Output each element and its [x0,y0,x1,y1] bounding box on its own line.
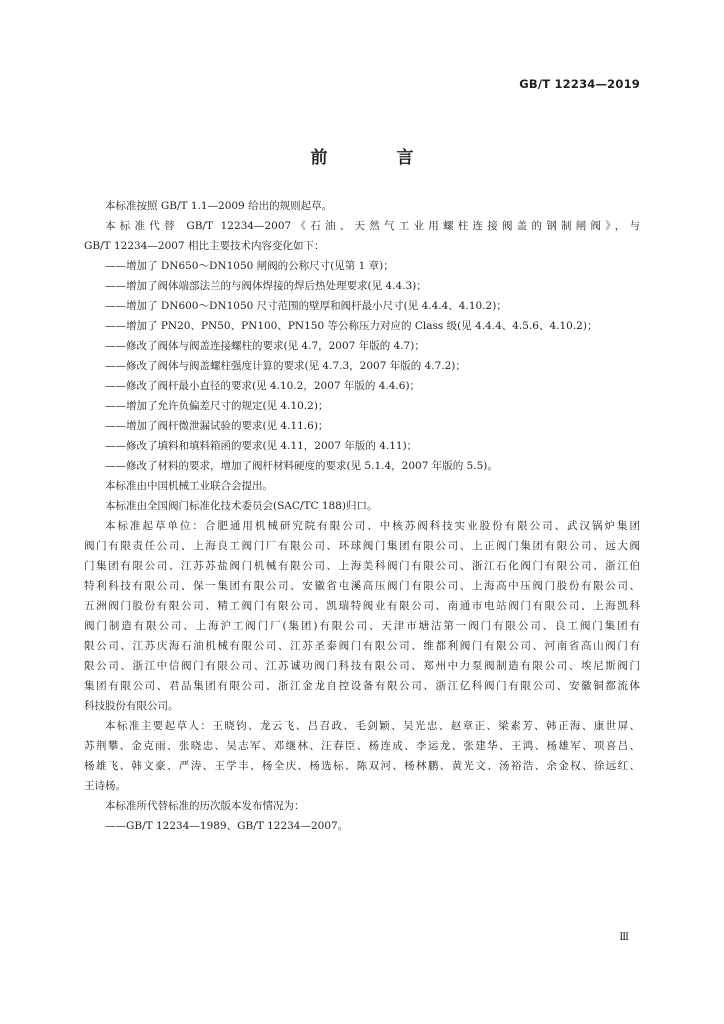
drafting-units-line: 五洲阀门股份有限公司、精工阀门有限公司、凯瑞特阀业有限公司、南通市电站阀门有限公司、上海凯科 [84,600,640,612]
drafting-units-line: 门集团有限公司、江苏苏盐阀门机械有限公司、上海美科阀门有限公司、浙江石化阀门有限公司、浙江伯 [84,560,640,572]
drafting-units-line: 集团有限公司、君品集团有限公司、浙江金龙自控设备有限公司、浙江亿科阀门有限公司、安徽铜都流体 [84,680,640,692]
drafters-line: 杨雄飞、韩文豪、严涛、王学丰、杨全庆、杨选标、陈双河、杨林鹏、黄光文、汤裕浩、余金权、徐远红、 [84,760,640,772]
drafting-units-line: 科技股份有限公司。 [84,700,179,712]
change-item: ——增加了阀体端部法兰的与阀体焊接的焊后热处理要求(见 4.4.3)； [105,280,427,292]
drafters-line: 本标准主要起草人：王晓钧、龙云飞、吕召政、毛剑颖、吴光忠、赵章正、梁素芳、韩正海、康世屏、 [105,720,640,732]
standard-code: GB/T 12234—2019 [519,77,640,91]
change-item: ——修改了阀体与阀盖螺柱强度计算的要求(见 4.7.3，2007 年版的 4.7.2)； [105,360,466,372]
drafting-units-line: 阀门有限责任公司、上海良工阀门厂有限公司、环球阀门集团有限公司、上正阀门集团有限公司、远大阀 [84,540,640,552]
change-item: ——增加了允许负偏差尺寸的规定(见 4.10.2)； [105,400,329,412]
centralized-paragraph: 本标准由全国阀门标准化技术委员会(SAC/TC 188)归口。 [105,500,378,512]
history-item: ——GB/T 12234—1989、GB/T 12234—2007。 [105,820,349,832]
change-item: ——增加了阀杆微泄漏试验的要求(见 4.11.6)； [105,420,329,432]
proposed-paragraph: 本标准由中国机械工业联合会提出。 [105,480,273,492]
change-item: ——增加了 DN600～DN1050 尺寸范围的壁厚和阀杆最小尺寸(见 4.4.4、4.10.2)； [105,300,507,312]
foreword-body [84,196,640,836]
replace-paragraph-line-1: 本标准代替 GB/T 12234—2007《石油、天然气工业用螺柱连接阀盖的钢制闸阀》，与 [105,220,640,232]
drafting-units-line: 限公司、江苏庆海石油机械有限公司、江苏圣泰阀门有限公司、维都利阀门有限公司、河南省高山阀门有 [84,640,640,652]
drafting-units-line: 限公司、浙江中信阀门有限公司、江苏诚功阀门科技有限公司、郑州中力泵阀制造有限公司、埃尼斯阀门 [84,660,640,672]
intro-paragraph: 本标准按照 GB/T 1.1—2009 给出的规则起草。 [105,200,333,212]
drafting-units-line: 阀门制造有限公司、上海沪工阀门厂(集团)有限公司、天津市塘沽第一阀门有限公司、良工阀门集团有 [84,620,640,632]
page-title: 前 言 [310,148,440,168]
change-item: ——修改了阀杆最小直径的要求(见 4.10.2，2007 年版的 4.4.6)； [105,380,421,392]
page-number: Ⅲ [619,932,629,943]
change-item: ——修改了阀体与阀盖连接螺柱的要求(见 4.7，2007 年版的 4.7)； [105,340,425,352]
drafters-line: 王诗杨。 [84,780,126,792]
history-paragraph: 本标准所代替标准的历次版本发布情况为： [105,800,305,812]
drafting-units-line: 特利科技有限公司、保一集团有限公司、安徽省屯溪高压阀门有限公司、上海高中压阀门股份有限公司、 [84,580,640,592]
change-item: ——修改了材料的要求，增加了阀杆材料硬度的要求(见 5.1.4，2007 年版的 5.5)。 [105,460,498,472]
change-item: ——增加了 PN20、PN50、PN100、PN150 等公称压力对应的 Class 级(见 4.4.4、4.5.6、4.10.2)； [105,320,598,332]
change-item: ——增加了 DN650～DN1050 闸阀的公称尺寸(见第 1 章)； [105,260,394,272]
drafting-units-line: 本标准起草单位：合肥通用机械研究院有限公司、中核苏阀科技实业股份有限公司、武汉锅炉集团 [105,520,640,532]
change-item: ——修改了填料和填料箱函的要求(见 4.11，2007 年版的 4.11)； [105,440,418,452]
replace-paragraph-line-2: GB/T 12234—2007 相比主要技术内容变化如下： [84,240,325,252]
drafters-line: 苏荆攀、金克雨、张晓忠、吴志军、邓继林、汪春臣、杨连成、李运龙、张建华、王鸿、杨雄军、项喜吕、 [84,740,640,752]
